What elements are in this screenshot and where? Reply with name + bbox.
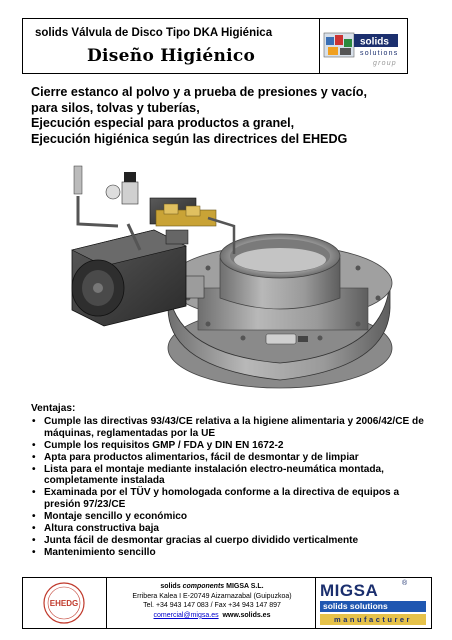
email-link[interactable]: comercial@migsa.es <box>153 611 219 619</box>
ventajas-section <box>31 403 431 559</box>
solids-group-logo <box>319 19 407 73</box>
ehedg-logo <box>23 578 107 628</box>
list-item: • Cumple los requisitos GMP / FDA y DIN EN 1672-2 <box>31 440 431 452</box>
svg-text:EHEDG: EHEDG <box>49 599 79 608</box>
ventajas-title: Ventajas: <box>31 403 76 414</box>
ehedg-logo-icon <box>23 578 105 628</box>
intro-line: Ejecución especial para productos a granel, <box>31 116 295 130</box>
list-item: • Junta fácil de desmontar gracias al cuerpo dividido verticalmente <box>31 535 431 547</box>
list-item: • Lista para el montaje mediante instalación electro-neumática montada, completamente instalada <box>31 464 431 488</box>
footer-phone: Tel. +34 943 147 083 / Fax +34 943 147 897 <box>143 602 281 610</box>
valve-illustration <box>58 158 398 396</box>
list-item: • Examinada por el TÜV y homologada conforme a la directiva de equipos a presión 97/23/CE <box>31 487 431 511</box>
valve-image <box>58 158 398 396</box>
migsa-wordmark: MIGSA <box>320 581 379 600</box>
footer-company: solids components MIGSA S.L. <box>160 583 264 590</box>
intro-heading <box>31 85 421 147</box>
footer-web-line <box>107 611 317 621</box>
website-link[interactable]: www.solids.es <box>222 611 271 619</box>
migsa-logo <box>315 578 431 628</box>
registered-mark: ® <box>402 580 408 587</box>
svg-text:solids: solids <box>360 36 389 48</box>
footer-address: Erribera Kalea I E-20749 Aizarnazabal (Guipuzkoa) <box>132 592 292 600</box>
svg-text:solutions: solutions <box>360 50 399 57</box>
ventajas-list <box>31 416 431 559</box>
document-subtitle: solids Válvula de Disco Tipo DKA Higiénica <box>35 27 273 39</box>
migsa-solutions-bar: solids solutions <box>320 601 426 612</box>
list-item: • Apta para productos alimentarios, fácil de desmontar y de limpiar <box>31 452 431 464</box>
solids-logo-icon <box>320 19 406 71</box>
list-item: • Altura constructiva baja <box>31 523 431 535</box>
header-box <box>22 18 408 74</box>
migsa-manufacturer-bar: manufacturer <box>320 614 426 625</box>
list-item: • Montaje sencillo y económico <box>31 511 431 523</box>
footer-box <box>22 577 432 629</box>
svg-text:group: group <box>373 60 397 67</box>
footer-contact <box>107 578 317 628</box>
intro-line: Ejecución higiénica según las directrices del EHEDG <box>31 131 348 146</box>
intro-line: Cierre estanco al polvo y a prueba de presiones y vacío, <box>31 85 367 99</box>
list-item: • Mantenimiento sencillo <box>31 547 431 559</box>
list-item: • Cumple las directivas 93/43/CE relativa a la higiene alimentaria y 2006/42/CE de máquinas, reglamentadas por la UE <box>31 416 431 440</box>
intro-line: para silos, tolvas y tuberías, <box>31 100 200 115</box>
document-title: Diseño Higiénico <box>87 46 256 66</box>
